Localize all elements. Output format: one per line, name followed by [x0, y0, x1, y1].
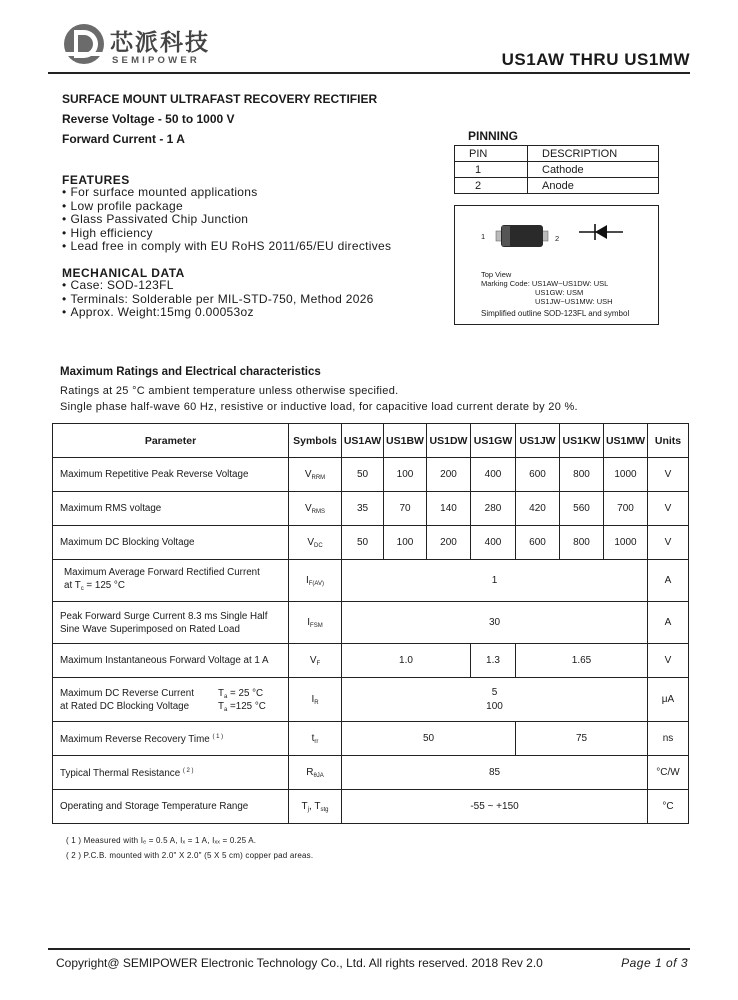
- parameter-cell: Maximum Reverse Recovery Time $^{( 1 )}$: [53, 722, 289, 756]
- pin1-label: 1: [481, 232, 486, 241]
- product-description: SURFACE MOUNT ULTRAFAST RECOVERY RECTIFIER: [62, 92, 378, 106]
- header-divider: [48, 72, 690, 74]
- table-row: [53, 790, 689, 824]
- unit-cell: A: [648, 560, 689, 602]
- table-row: [53, 492, 689, 526]
- unit-cell: A: [648, 602, 689, 644]
- value-cell: 1000: [604, 458, 648, 492]
- parameter-cell: Maximum Instantaneous Forward Voltage at 1 A: [53, 644, 289, 678]
- pin-number: 2: [455, 178, 528, 194]
- symbol-cell: $I_{F(AV)}$: [289, 560, 342, 602]
- unit-cell: °C: [648, 790, 689, 824]
- symbol-cell: $V_{RMS}$: [289, 492, 342, 526]
- parameter-cell: Maximum RMS voltage: [53, 492, 289, 526]
- list-item: • Low profile package: [62, 200, 452, 214]
- features-list: [62, 186, 452, 254]
- pinning-table: [454, 145, 659, 194]
- table-row: [53, 526, 689, 560]
- value-cell: 70: [384, 492, 427, 526]
- reverse-voltage-spec: Reverse Voltage - 50 to 1000 V: [62, 112, 235, 126]
- pin-description: Anode: [528, 178, 659, 194]
- description-header: DESCRIPTION: [528, 146, 659, 162]
- unit-cell: μA: [648, 678, 689, 722]
- value-cell: 5 100: [342, 678, 648, 722]
- table-row: [53, 458, 689, 492]
- column-header: Parameter: [53, 424, 289, 458]
- footnote: ( 2 ) P.C.B. mounted with 2.0" X 2.0" (5 X 5 cm) copper pad areas.: [66, 851, 314, 860]
- value-cell: -55 ~ +150: [342, 790, 648, 824]
- marking-code-line: US1JW~US1MW: USH: [535, 297, 613, 306]
- symbol-cell: $t_{rr}$: [289, 722, 342, 756]
- value-cell: 800: [560, 458, 604, 492]
- table-row: [455, 162, 659, 178]
- table-row: [455, 178, 659, 194]
- value-cell: 1.65: [516, 644, 648, 678]
- value-cell: 100: [384, 526, 427, 560]
- ratings-note: Single phase half-wave 60 Hz, resistive or inductive load, for capacitive load current derate by 20 %.: [60, 401, 578, 413]
- value-cell: 35: [342, 492, 384, 526]
- table-header-row: [53, 424, 689, 458]
- copyright-text: Copyright@ SEMIPOWER Electronic Technology Co., Ltd. All rights reserved. 2018 Rev 2.0: [56, 956, 543, 970]
- value-cell: 600: [516, 526, 560, 560]
- unit-cell: V: [648, 492, 689, 526]
- value-cell: 1: [342, 560, 648, 602]
- forward-current-spec: Forward Current - 1 A: [62, 132, 185, 146]
- list-item: • High efficiency: [62, 227, 452, 241]
- table-row: [53, 678, 689, 722]
- symbol-cell: $R_{\theta JA}$: [289, 756, 342, 790]
- unit-cell: °C/W: [648, 756, 689, 790]
- marking-code-line: US1GW: USM: [535, 288, 584, 297]
- value-cell: 50: [342, 458, 384, 492]
- column-header: US1KW: [560, 424, 604, 458]
- unit-cell: ns: [648, 722, 689, 756]
- symbol-cell: $V_F$: [289, 644, 342, 678]
- column-header: US1GW: [471, 424, 516, 458]
- mechanical-list: [62, 279, 452, 320]
- semipower-logo-icon: [62, 22, 106, 66]
- list-item: • Terminals: Solderable per MIL-STD-750, Method 2026: [62, 293, 452, 307]
- footer-divider: [48, 948, 690, 950]
- value-cell: 30: [342, 602, 648, 644]
- column-header: US1DW: [427, 424, 471, 458]
- ratings-table: [52, 423, 689, 824]
- list-item: • Lead free in comply with EU RoHS 2011/65/EU directives: [62, 240, 452, 254]
- unit-cell: V: [648, 644, 689, 678]
- value-cell: 85: [342, 756, 648, 790]
- value-cell: 600: [516, 458, 560, 492]
- table-row: [53, 756, 689, 790]
- package-outline-box: [454, 205, 659, 325]
- table-row: [53, 602, 689, 644]
- value-cell: 50: [342, 722, 516, 756]
- outline-caption: Simplified outline SOD-123FL and symbol: [481, 309, 630, 318]
- value-cell: 50: [342, 526, 384, 560]
- symbol-cell: $V_{DC}$: [289, 526, 342, 560]
- column-header: Symbols: [289, 424, 342, 458]
- unit-cell: V: [648, 526, 689, 560]
- value-cell: 420: [516, 492, 560, 526]
- features-title: FEATURES: [62, 173, 130, 187]
- table-row: [53, 560, 689, 602]
- symbol-cell: $I_R$: [289, 678, 342, 722]
- parameter-cell: Maximum Average Forward Rectified Current at $T_c = 125$ °C: [53, 560, 289, 602]
- ratings-title: Maximum Ratings and Electrical characteristics: [60, 366, 321, 378]
- value-cell: 100: [384, 458, 427, 492]
- column-header: US1JW: [516, 424, 560, 458]
- parameter-cell: Maximum DC Reverse Current $T_a = 25$ °C at Rated DC Blocking Voltage $T_a =125$ °C: [53, 678, 289, 722]
- page-number: Page 1 of 3: [621, 956, 688, 970]
- table-row: [455, 146, 659, 162]
- value-cell: 200: [427, 458, 471, 492]
- column-header: US1MW: [604, 424, 648, 458]
- value-cell: 280: [471, 492, 516, 526]
- diode-symbol-icon: [577, 222, 625, 242]
- pin-number: 1: [455, 162, 528, 178]
- brand-name-en: SEMIPOWER: [112, 55, 200, 66]
- pin-description: Cathode: [528, 162, 659, 178]
- symbol-cell: $T_j$, $T_{stg}$: [289, 790, 342, 824]
- symbol-cell: $V_{RRM}$: [289, 458, 342, 492]
- value-cell: 560: [560, 492, 604, 526]
- list-item: • Case: SOD-123FL: [62, 279, 452, 293]
- pinning-title: PINNING: [468, 129, 519, 143]
- column-header: US1BW: [384, 424, 427, 458]
- value-cell: 400: [471, 526, 516, 560]
- parameter-cell: Maximum DC Blocking Voltage: [53, 526, 289, 560]
- column-header: US1AW: [342, 424, 384, 458]
- parameter-cell: Maximum Repetitive Peak Reverse Voltage: [53, 458, 289, 492]
- pin-header: PIN: [455, 146, 528, 162]
- value-cell: 1.3: [471, 644, 516, 678]
- parameter-cell: Operating and Storage Temperature Range: [53, 790, 289, 824]
- mechanical-title: MECHANICAL DATA: [62, 266, 185, 280]
- list-item: • Approx. Weight:15mg 0.00053oz: [62, 306, 452, 320]
- parameter-cell: Typical Thermal Resistance $^{( 2 )}$: [53, 756, 289, 790]
- top-view-label: Top View: [481, 270, 512, 279]
- column-header: Units: [648, 424, 689, 458]
- value-cell: 1.0: [342, 644, 471, 678]
- value-cell: 75: [516, 722, 648, 756]
- value-cell: 140: [427, 492, 471, 526]
- footnote: ( 1 ) Measured with Iₑ = 0.5 A, Iₓ = 1 A, Iₓₓ = 0.25 A.: [66, 836, 257, 845]
- symbol-cell: $I_{FSM}$: [289, 602, 342, 644]
- list-item: • Glass Passivated Chip Junction: [62, 213, 452, 227]
- value-cell: 800: [560, 526, 604, 560]
- value-cell: 700: [604, 492, 648, 526]
- value-cell: 1000: [604, 526, 648, 560]
- unit-cell: V: [648, 458, 689, 492]
- pin2-label: 2: [555, 234, 560, 243]
- part-title: US1AW THRU US1MW: [501, 50, 690, 69]
- list-item: • For surface mounted applications: [62, 186, 452, 200]
- brand-name-cn: 芯派科技: [110, 29, 210, 55]
- parameter-cell: Peak Forward Surge Current 8.3 ms Single Half Sine Wave Superimposed on Rated Load: [53, 602, 289, 644]
- value-cell: 200: [427, 526, 471, 560]
- table-row: [53, 722, 689, 756]
- table-row: [53, 644, 689, 678]
- value-cell: 400: [471, 458, 516, 492]
- marking-code-line: Marking Code: US1AW~US1DW: USL: [481, 279, 609, 288]
- ratings-note: Ratings at 25 °C ambient temperature unless otherwise specified.: [60, 385, 399, 397]
- sod123fl-package-icon: [493, 222, 551, 250]
